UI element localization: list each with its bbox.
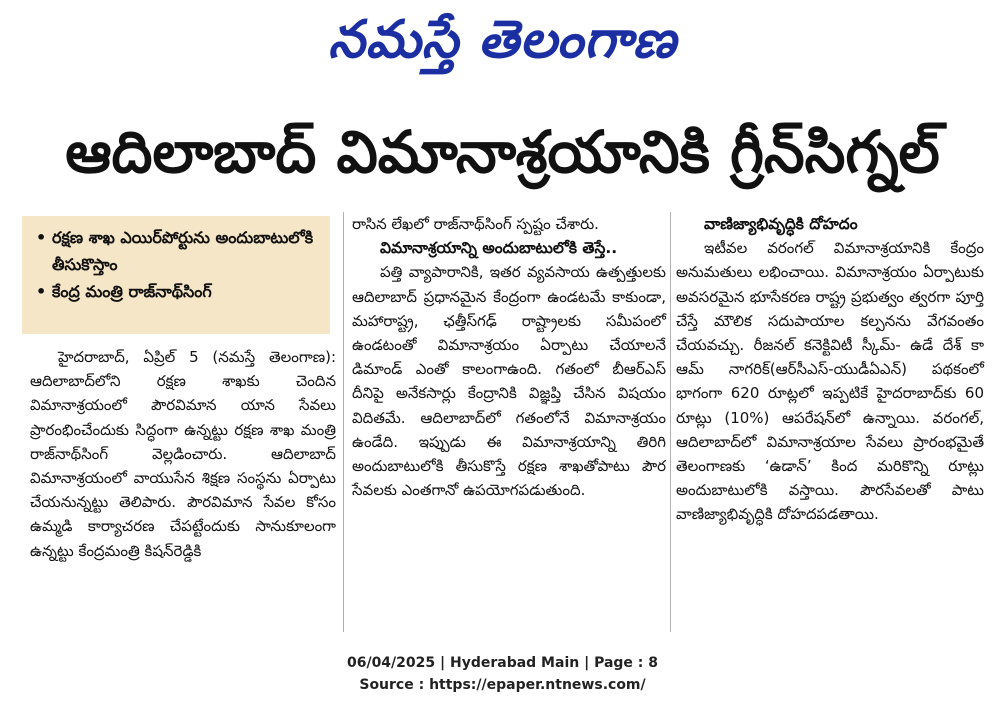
column-2-continuation: రాసిన లేఖలో రాజ్‌నాథ్‌సింగ్ స్పష్టం చేశారు. bbox=[352, 215, 599, 233]
footer-source: Source : https://epaper.ntnews.com/ bbox=[359, 677, 646, 693]
article-column-3 bbox=[676, 212, 984, 527]
highlight-text: రక్షణ శాఖ ఎయిర్‌పోర్టును అందుబాటులోకి తీసుకొస్తాం bbox=[52, 228, 314, 274]
column-2-paragraph: పత్తి వ్యాపారానికి, ఇతర వ్యవసాయ ఉత్పత్తులకు ఆదిలాబాద్ ప్రధానమైన కేంద్రంగా ఉండటమే కాకుండా, మహారాష్ట్ర, ఛత్తీస్‌గఢ్ రాష్ట్రాలకు సమీపంలో ఉండటంతో విమానాశ్రయం ఏర్పాటు చేయాలనే డిమాండ్ ఎంతో కాలంగాఉంది. గతంలో బీఆర్‌ఎస్ దీనిపై అనేకసార్లు కేంద్రానికి విజ్ఞప్తి చేసిన విషయం విదితమే. ఆదిలాబాద్‌లో గతంలోనే విమానాశ్రయం ఉండేది. ఇప్పుడు ఈ విమానాశ్రయాన్ని తిరిగి అందుబాటులోకి తీసుకొస్తే రక్షణ శాఖతోపాటు పౌర సేవలకు ఎంతగానో ఉపయోగపడుతుంది. bbox=[352, 263, 666, 500]
column-3-subheading: వాణిజ్యాభివృద్ధికి దోహదం bbox=[704, 215, 858, 233]
highlights-box bbox=[22, 216, 330, 334]
highlight-text: కేంద్ర మంత్రి రాజ్‌నాథ్‌సింగ్ bbox=[52, 282, 212, 301]
newspaper-masthead: నమస్తే తెలంగాణ bbox=[328, 10, 677, 70]
column-2-subheading: విమానాశ్రయాన్ని అందుబాటులోకి తెస్తే.. bbox=[380, 239, 618, 258]
footer-edition-info: 06/04/2025 | Hyderabad Main | Page : 8 bbox=[346, 655, 659, 671]
highlight-item bbox=[36, 224, 322, 278]
column-divider bbox=[670, 212, 671, 632]
article-headline: ఆదిలాబాద్ విమానాశ్రయానికి గ్రీన్‌సిగ్నల్ bbox=[65, 118, 940, 186]
bullet-icon: • bbox=[36, 228, 47, 247]
bullet-icon: • bbox=[36, 282, 47, 301]
column-1-paragraph: హైదరాబాద్, ఏప్రిల్ 5 (నమస్తే తెలంగాణ): ఆదిలాబాద్‌లోని రక్షణ శాఖకు చెందిన విమానాశ్రయంలో పౌరవిమాన యాన సేవలు ప్రారంభించేందుకు సిద్ధంగా ఉన్నట్టు రక్షణ శాఖ మంత్రి రాజ్‌నాథ్‌సింగ్ వెల్లడించారు. ఆదిలాబాద్ విమానాశ్రయంలో వాయుసేన శిక్షణ సంస్థను ఏర్పాటు చేయనున్నట్టు తెలిపారు. పౌరవిమాన సేవల కోసం ఉమ్మడి కార్యాచరణ చేపట్టేందుకు సానుకూలంగా ఉన్నట్టు కేంద్రమంత్రి కిషన్‌రెడ్డికి bbox=[30, 348, 336, 560]
column-divider bbox=[343, 212, 344, 632]
highlight-item bbox=[36, 278, 322, 305]
column-3-paragraph: ఇటీవల వరంగల్ విమానాశ్రయానికి కేంద్రం అనుమతులు లభించాయి. విమానాశ్రయం ఏర్పాటుకు అవసరమైన భూసేకరణ రాష్ట్ర ప్రభుత్వం త్వరగా పూర్తి చేస్తే మౌలిక సదుపాయాల కల్పనను వేగవంతం చేయవచ్చు. రీజనల్ కనెక్టివిటీ స్కీమ్- ఉడే దేశ్ కా ఆమ్ నాగరిక్(ఆర్‌సీఎస్-యుడీఏఎన్) పథకంలో భాగంగా 620 రూట్లలో ఇప్పటికే హైదరాబాద్‌కు 60 రూట్లు (10%) ఆపరేషన్‌లో ఉన్నాయి. వరంగల్, ఆదిలాబాద్‌లో విమానాశ్రయాల సేవలు ప్రారంభమైతే తెలంగాణకు ‘ఉడాన్’ కింద మరికొన్ని రూట్లు అందుబాటులోకి వస్తాయి. పౌరసేవలతో పాటు వాణిజ్యాభివృద్ధికి దోహదపడతాయి. bbox=[676, 239, 984, 524]
article-column-2 bbox=[352, 212, 666, 502]
article-column-1 bbox=[30, 345, 336, 563]
